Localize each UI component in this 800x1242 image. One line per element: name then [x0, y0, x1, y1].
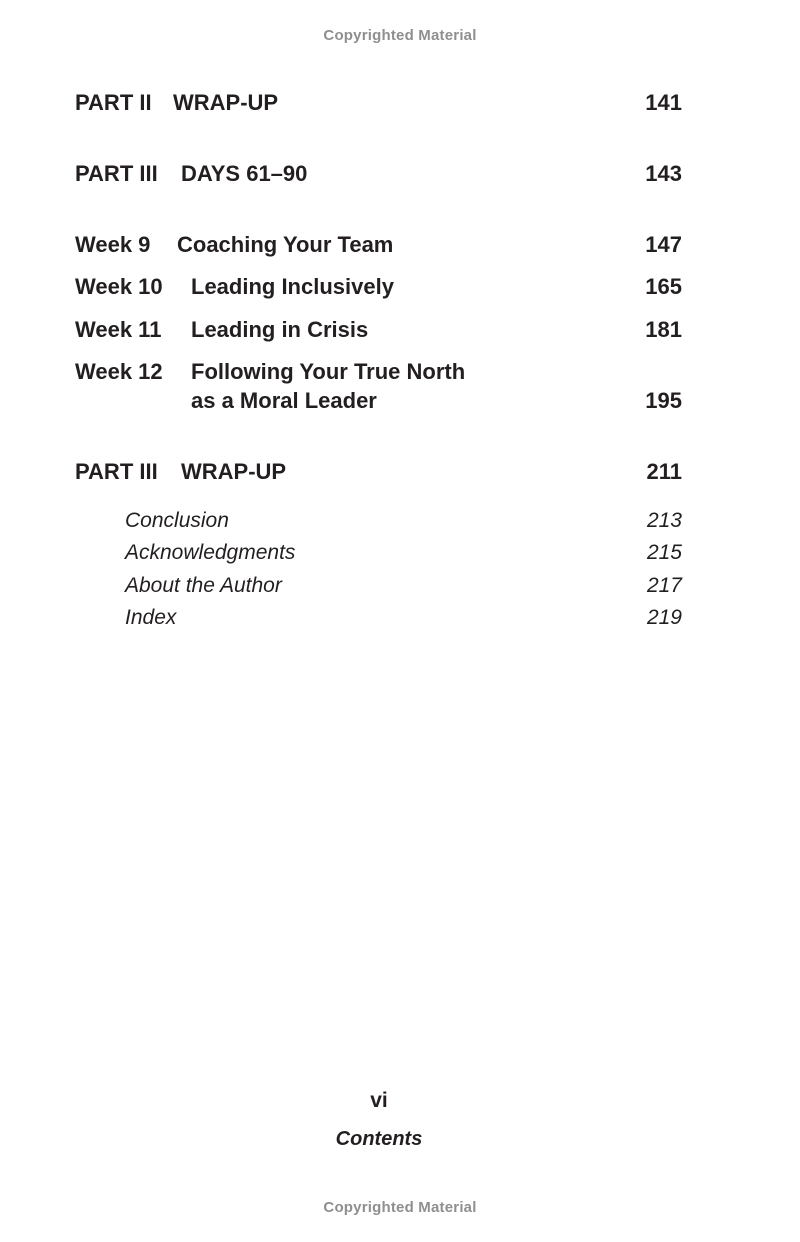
toc-entry-page: 141 [645, 90, 682, 115]
toc-entry-number: Week 9 [75, 232, 151, 257]
toc-entry-title: WRAP-UP [181, 459, 287, 484]
toc-entry-title: Coaching Your Team [177, 232, 394, 257]
toc-entry-page: 211 [646, 459, 682, 484]
toc-entry-number: PART III [75, 459, 158, 484]
toc-entry-page: 213 [646, 509, 682, 532]
toc-entry-title: DAYS 61–90 [181, 161, 308, 186]
copyright-watermark-bottom: Copyrighted Material [323, 1199, 477, 1216]
toc-entry-number: Week 12 [75, 359, 163, 384]
copyright-watermark-top: Copyrighted Material [323, 27, 477, 44]
toc-entry-number: PART II [75, 90, 152, 115]
toc-entry-title: Conclusion [125, 509, 229, 532]
toc-entry-page: 181 [645, 317, 682, 342]
toc-entry-title: Leading Inclusively [191, 274, 394, 299]
toc-entry-number: Week 10 [75, 274, 163, 299]
toc-entry-title: Acknowledgments [125, 541, 296, 564]
toc-entry-page: 195 [645, 388, 682, 413]
toc-entry-page: 165 [645, 274, 682, 299]
toc-entry-title: Index [125, 606, 177, 629]
toc-entry-number: PART III [75, 161, 158, 186]
toc-entry-title: WRAP-UP [173, 90, 279, 115]
toc-entry-page: 215 [646, 541, 682, 564]
toc-entry-number: Week 11 [75, 317, 162, 342]
toc-entry-title: Leading in Crisis [191, 317, 369, 342]
toc-entry-page: 143 [645, 161, 682, 186]
toc-entry-title-line1: Following Your True North [191, 359, 466, 384]
toc-entry-title: About the Author [125, 574, 282, 597]
page-folio: vi [370, 1089, 388, 1112]
toc-entry-week12[interactable] [75, 358, 682, 416]
running-head: Contents [335, 1128, 423, 1150]
toc-entry-title-line2: as a Moral Leader [191, 388, 377, 413]
toc-entry-page: 147 [645, 232, 682, 257]
toc-entry-page: 217 [646, 574, 682, 597]
toc-entry-page: 219 [646, 606, 682, 629]
